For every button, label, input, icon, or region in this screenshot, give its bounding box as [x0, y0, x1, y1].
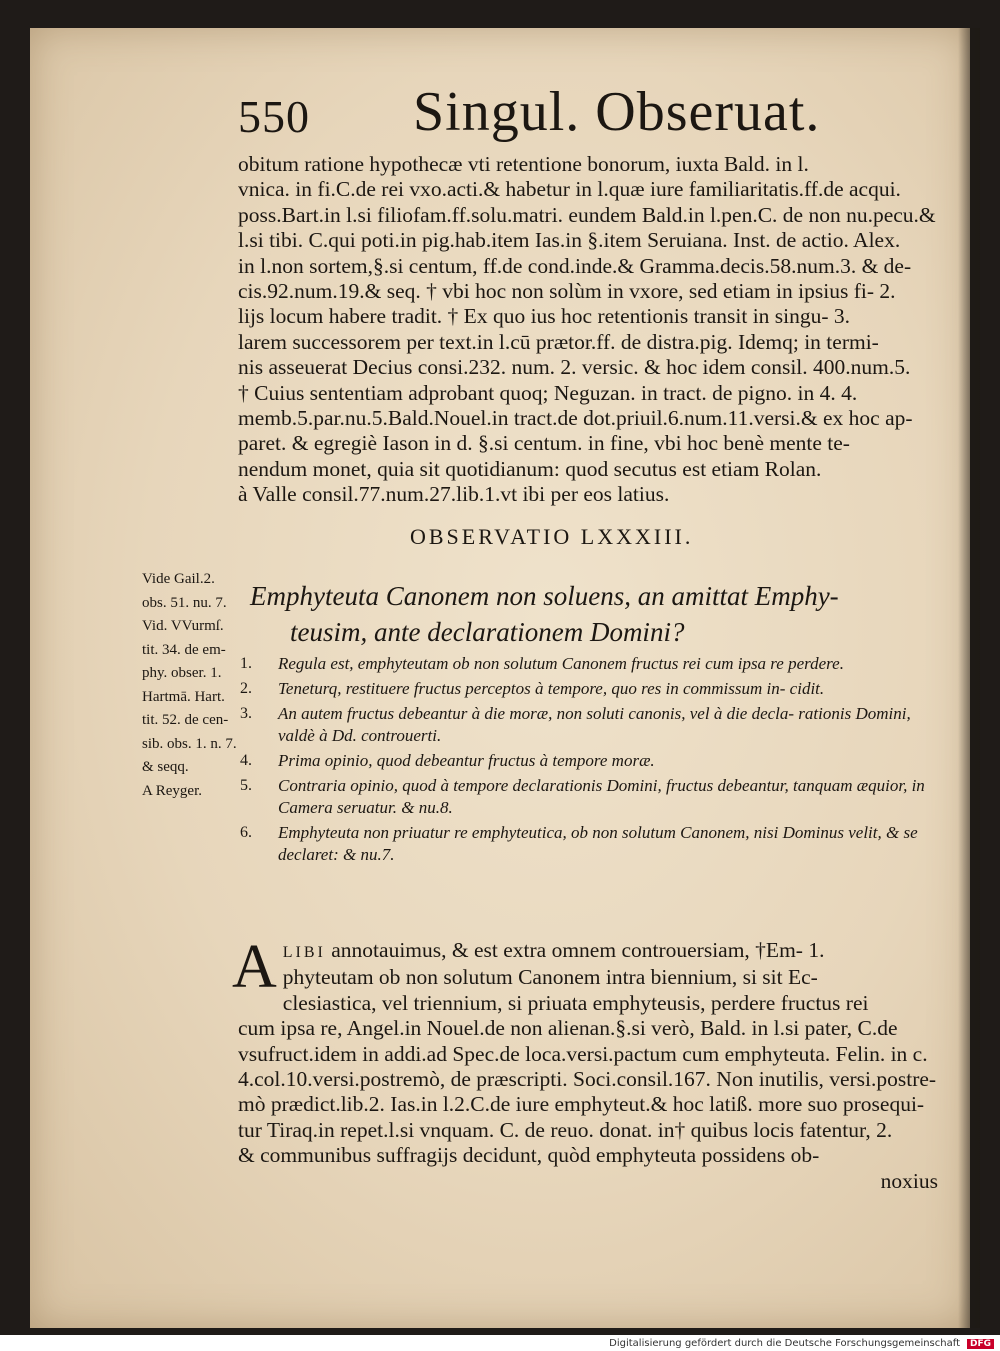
dfg-logo: DFG — [967, 1339, 994, 1349]
text-line: nendum monet, quia sit quotidianum: quod secutus est etiam Rolan. — [238, 456, 822, 481]
margin-note-line: tit. 52. de cen- — [142, 712, 229, 728]
margin-note-line: phy. obser. 1. — [142, 665, 222, 681]
margin-note-line: & seqq. — [142, 759, 189, 775]
summary-item — [240, 703, 940, 747]
margin-note-line: Vid. VVurmſ. — [142, 618, 224, 634]
book-page — [30, 28, 970, 1328]
summary-item — [240, 678, 940, 700]
question-title — [250, 578, 940, 650]
summary-number: 1. — [240, 655, 252, 672]
summary-item — [240, 775, 940, 819]
text-line: 4.col.10.versi.postremò, de præscripti. Soci.consil.167. Non inutilis, versi.postre- — [238, 1067, 937, 1092]
summary-text: Teneturq, restituere fructus perceptos à tempore, quo res in commissum in- cidit. — [278, 679, 825, 698]
text-line: in l.non sortem,§.si centum, ff.de cond.inde.& Gramma.decis.58.num.3. & de- — [238, 253, 912, 278]
text-line: cis.92.num.19.& seq. † vbi hoc non solùm in vxore, sed etiam in ipsius fi- 2. — [238, 279, 896, 304]
text-line-content: annotauimus, & est extra omnem controuersiam, †Em- 1. — [331, 938, 825, 962]
summary-number: 3. — [240, 705, 252, 722]
text-line: † Cuius sententiam adprobant quoq; Neguzan. in tract. de pigno. in 4. 4. — [238, 380, 858, 405]
question-line: Emphyteuta Canonem non soluens, an amittat Emphy- — [250, 581, 839, 611]
question-line: teusim, ante declarationem Domini? — [290, 617, 685, 647]
text-line: phyteutam ob non solutum Canonem intra biennium, si sit Ec- — [282, 965, 818, 990]
text-line: & communibus suffragijs decidunt, quòd emphyteuta possidens ob- — [238, 1143, 820, 1168]
page-number: 550 — [238, 91, 310, 142]
margin-note-line: Vide Gail.2. — [142, 571, 215, 587]
summary-list — [240, 653, 940, 869]
summary-text: Contraria opinio, quod à tempore declarationis Domini, fructus debeantur, tanquam æquior, in Camera seruatur. & nu.8. — [278, 776, 925, 817]
lead-small-caps: LIBI — [282, 944, 326, 961]
text-line: mò prædict.lib.2. Ias.in l.2.C.de iure emphyteut.& hoc latiß. more suo prosequi- — [238, 1092, 925, 1117]
summary-number: 2. — [240, 680, 252, 697]
margin-note-line: Hartmā. Hart. — [142, 688, 225, 705]
summary-item — [240, 750, 940, 772]
text-line: poss.Bart.in l.si filiofam.ff.solu.matri. eundem Bald.in l.pen.C. de non nu.pecu.& — [238, 202, 936, 227]
text-line: à Valle consil.77.num.27.lib.1.vt ibi per eos latius. — [238, 482, 670, 507]
summary-number: 4. — [240, 752, 252, 769]
margin-note-line: tit. 34. de em- — [142, 641, 226, 658]
summary-item — [240, 653, 940, 675]
running-title: Singul. Obseruat. — [413, 81, 821, 143]
page-header — [238, 80, 878, 150]
main-text — [232, 933, 938, 1194]
summary-text: Emphyteuta non priuatur re emphyteutica, ob non solutum Canonem, nisi Dominus velit, & se declaret: & nu.7. — [278, 823, 918, 864]
summary-item — [240, 822, 940, 866]
text-line: vnica. in fi.C.de rei vxo.acti.& habetur in l.quæ iure familiaritatis.ff.de acqui. — [238, 177, 901, 202]
text-line: larem successorem per text.in l.cū prætor.ff. de distra.pig. Idemq; in termi- — [238, 329, 879, 354]
text-line: nis asseuerat Decius consi.232. num. 2. versic. & hoc idem consil. 400.num.5. — [238, 355, 911, 380]
text-line: clesiastica, vel triennium, si priuata emphyteusis, perdere fructus rei — [282, 990, 869, 1015]
text-line: cum ipsa re, Angel.in Nouel.de non alienan.§.si verò, Bald. in l.si pater, C.de — [238, 1016, 898, 1041]
summary-text: Prima opinio, quod debeantur fructus à tempore moræ. — [278, 751, 655, 770]
text-line: paret. & egregiè Iason in d. §.si centum. in fine, vbi hoc benè mente te- — [238, 431, 850, 456]
summary-text: An autem fructus debeantur à die moræ, non soluti canonis, vel à die decla- rationis Domini, valdè à Dd. controuerti. — [278, 704, 911, 745]
catchword: noxius — [880, 1168, 938, 1193]
text-line: memb.5.par.nu.5.Bald.Nouel.in tract.de dot.priuil.6.num.11.versi.& ex hoc ap- — [238, 406, 913, 431]
drop-cap: A — [232, 933, 277, 1001]
text-line: vsufruct.idem in addi.ad Spec.de loca.versi.pactum cum emphyteuta. Felin. in c. — [238, 1041, 928, 1066]
continuation-text — [238, 152, 938, 508]
summary-number: 6. — [240, 824, 252, 841]
margin-note-line: obs. 51. nu. 7. — [142, 594, 227, 611]
text-line: tur Tiraq.in repet.l.si vnquam. C. de reuo. donat. in† quibus locis fatentur, 2. — [238, 1117, 893, 1142]
text-line: l.si tibi. C.qui poti.in pig.hab.item Ias.in §.item Seruiana. Inst. de actio. Alex. — [238, 228, 901, 253]
summary-text: Regula est, emphyteutam ob non solutum Canonem fructus rei cum ipsa re perdere. — [278, 654, 844, 673]
footer-bar — [0, 1335, 1000, 1351]
section-heading: OBSERVATIO LXXXIII. — [410, 524, 694, 549]
text-line: obitum ratione hypothecæ vti retentione bonorum, iuxta Bald. in l. — [238, 152, 809, 176]
margin-note-line: A Reyger. — [142, 782, 202, 799]
summary-number: 5. — [240, 777, 252, 794]
footer-credit: Digitalisierung gefördert durch die Deutsche Forschungsgemeinschaft — [609, 1338, 960, 1349]
text-line: lijs locum habere tradit. † Ex quo ius hoc retentionis transit in singu- 3. — [238, 304, 851, 329]
margin-note-line: sib. obs. 1. n. 7. — [142, 735, 237, 752]
